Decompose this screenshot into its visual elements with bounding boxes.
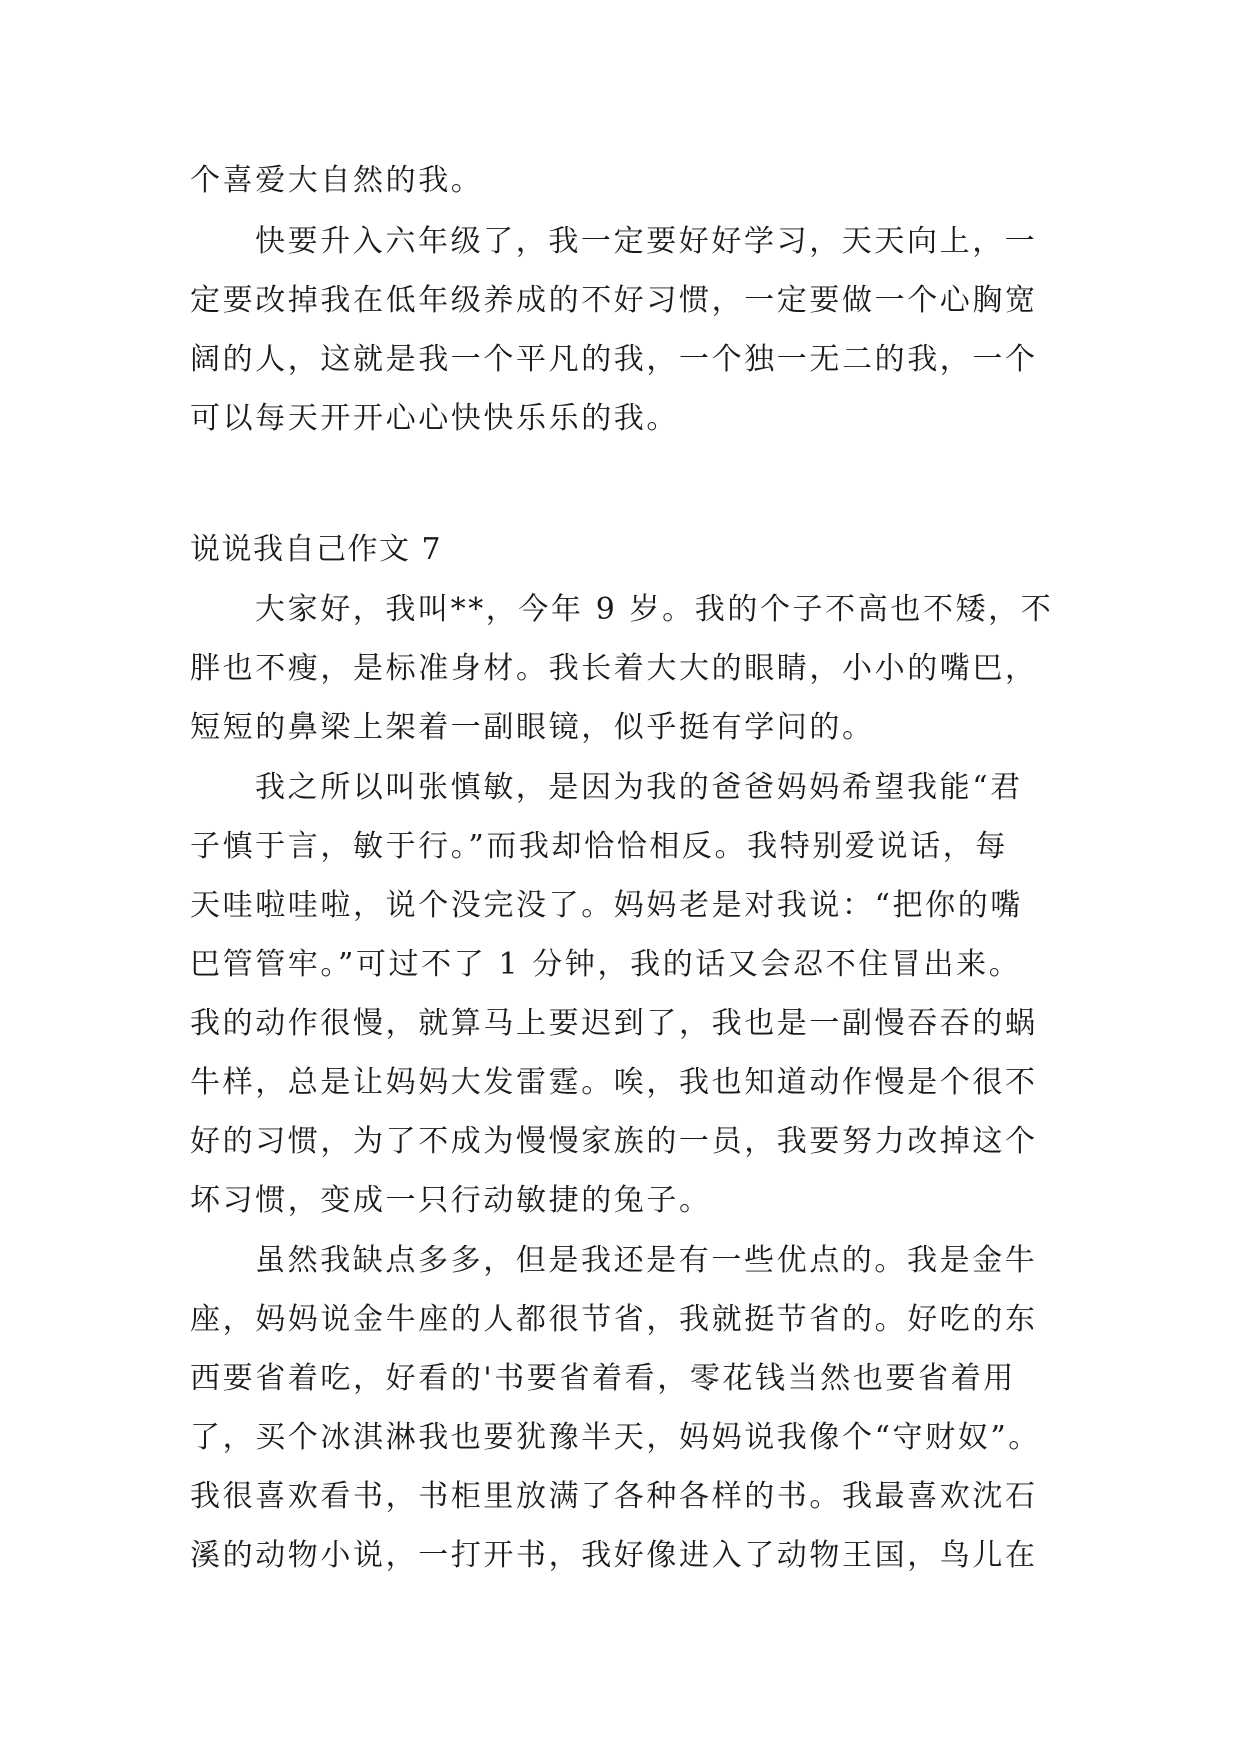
text-line: 溪的动物小说，一打开书，我好像进入了动物王国，鸟儿在 bbox=[190, 1538, 1038, 1573]
text-line: 天哇啦哇啦，说个没完没了。妈妈老是对我说：“把你的嘴 bbox=[190, 888, 1023, 923]
text-line: 西要省着吃，好看的'书要省着看，零花钱当然也要省着用 bbox=[190, 1361, 1016, 1396]
section-title: 说说我自己作文 7 bbox=[190, 532, 443, 567]
text-line: 牛样，总是让妈妈大发雷霆。唉，我也知道动作慢是个很不 bbox=[190, 1065, 1038, 1100]
text-line: 胖也不瘦，是标准身材。我长着大大的眼睛，小小的嘴巴， bbox=[190, 651, 1038, 686]
text-line: 我很喜欢看书，书柜里放满了各种各样的书。我最喜欢沈石 bbox=[190, 1479, 1038, 1514]
paragraph-first-line: 我之所以叫张慎敏，是因为我的爸爸妈妈希望我能“君 bbox=[255, 770, 1023, 805]
text-line: 好的习惯，为了不成为慢慢家族的一员，我要努力改掉这个 bbox=[190, 1124, 1038, 1159]
text-line: 子慎于言，敏于行。”而我却恰恰相反。我特别爱说话，每 bbox=[190, 829, 1008, 864]
text-line: 定要改掉我在低年级养成的不好习惯，一定要做一个心胸宽 bbox=[190, 283, 1038, 318]
text-line: 短短的鼻梁上架着一副眼镜，似乎挺有学问的。 bbox=[190, 710, 875, 745]
paragraph-first-line: 虽然我缺点多多，但是我还是有一些优点的。我是金牛 bbox=[255, 1243, 1038, 1278]
text-line: 我的动作很慢，就算马上要迟到了，我也是一副慢吞吞的蜗 bbox=[190, 1006, 1038, 1041]
text-line: 坏习惯，变成一只行动敏捷的兔子。 bbox=[190, 1183, 712, 1218]
text-line: 座，妈妈说金牛座的人都很节省，我就挺节省的。好吃的东 bbox=[190, 1302, 1038, 1337]
text-line: 巴管管牢。”可过不了 1 分钟，我的话又会忍不住冒出来。 bbox=[190, 947, 1022, 982]
text-line: 可以每天开开心心快快乐乐的我。 bbox=[190, 401, 679, 436]
text-line: 了，买个冰淇淋我也要犹豫半天，妈妈说我像个“守财奴”。 bbox=[190, 1420, 1041, 1455]
text-line: 个喜爱大自然的我。 bbox=[190, 163, 484, 198]
paragraph-first-line: 大家好，我叫**，今年 9 岁。我的个子不高也不矮，不 bbox=[255, 592, 1054, 627]
text-line: 阔的人，这就是我一个平凡的我，一个独一无二的我，一个 bbox=[190, 342, 1038, 377]
paragraph-first-line: 快要升入六年级了，我一定要好好学习，天天向上，一 bbox=[255, 224, 1038, 259]
